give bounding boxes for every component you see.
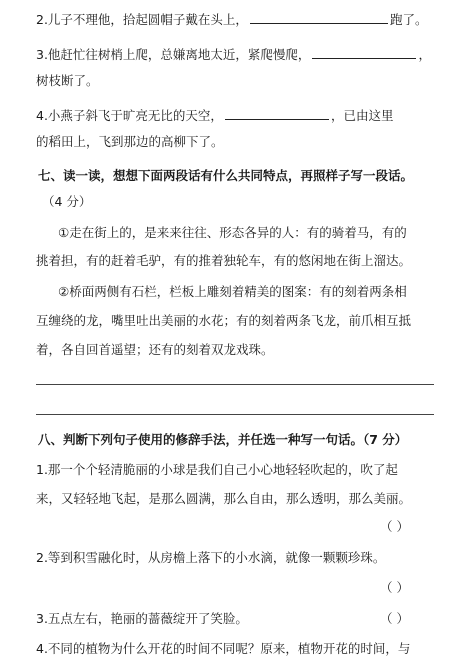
fill-blank[interactable] (225, 108, 329, 120)
q6-item-3-tail: ， (418, 47, 431, 62)
q8-sentence-1-line1: 1.那一个个轻清脆丽的小球是我们自己小心地轻轻吹起的，吹了起 (36, 462, 398, 477)
q6-item-3-text: 3.他赶忙往树梢上爬，总嫌离地太近，紧爬慢爬， (36, 47, 311, 62)
q7-para2-line1: ②桥面两侧有石栏，栏板上雕刻着精美的图案：有的刻着两条相 (58, 284, 407, 299)
q6-item-4-tail: ，已由这里 (330, 108, 394, 123)
q8-sentence-2: 2.等到积雪融化时，从房檐上落下的小水滴，就像一颗颗珍珠。 (36, 550, 386, 565)
answer-paren-3[interactable]: （ ） (380, 611, 409, 626)
q8-sentence-4: 4.不同的植物为什么开花的时间不同呢？原来，植物开花的时间，与 (36, 641, 411, 656)
q6-item-2-tail: 跑了。 (389, 12, 428, 27)
q7-heading: 七、读一读，想想下面两段话有什么共同特点，再照样子写一段话。 (38, 168, 414, 183)
answer-line-1[interactable] (36, 384, 434, 385)
q6-item-2-text: 2.儿子不理他，拾起圆帽子戴在头上， (36, 12, 248, 27)
q6-item-4-text: 4.小燕子斜飞于旷亮无比的天空， (36, 108, 223, 123)
q8-sentence-3: 3.五点左右，艳丽的蔷薇绽开了笑脸。 (36, 611, 248, 626)
q8-heading: 八、判断下列句子使用的修辞手法，并任选一种写一句话。（7 分） (38, 432, 408, 447)
fill-blank[interactable] (250, 12, 388, 24)
q7-para2-line2: 互缠绕的龙，嘴里吐出美丽的水花；有的刻着两条飞龙，前爪相互抵 (36, 313, 412, 328)
q6-item-4 (36, 108, 393, 124)
q6-item-3-cont: 树枝断了。 (36, 73, 99, 88)
answer-paren-1[interactable]: （ ） (380, 519, 409, 534)
answer-line-2[interactable] (36, 414, 434, 415)
answer-paren-2[interactable]: （ ） (380, 580, 409, 595)
q7-para1-line1: ①走在街上的，是来来往往、形态各异的人：有的骑着马，有的 (58, 225, 407, 240)
q8-sentence-1-line2: 来，又轻轻地飞起，是那么圆满，那么自由，那么透明，那么美丽。 (36, 491, 412, 506)
q6-item-3 (36, 47, 431, 63)
q7-score: （4 分） (42, 194, 92, 209)
q6-item-2 (36, 12, 427, 28)
q7-para2-line3: 着，各自回首遥望；还有的刻着双龙戏珠。 (36, 342, 274, 357)
q6-item-4-cont: 的稻田上，飞到那边的高柳下了。 (36, 134, 224, 149)
fill-blank[interactable] (312, 47, 416, 59)
q7-para1-line2: 挑着担，有的赶着毛驴，有的推着独轮车，有的悠闲地在街上溜达。 (36, 253, 412, 268)
